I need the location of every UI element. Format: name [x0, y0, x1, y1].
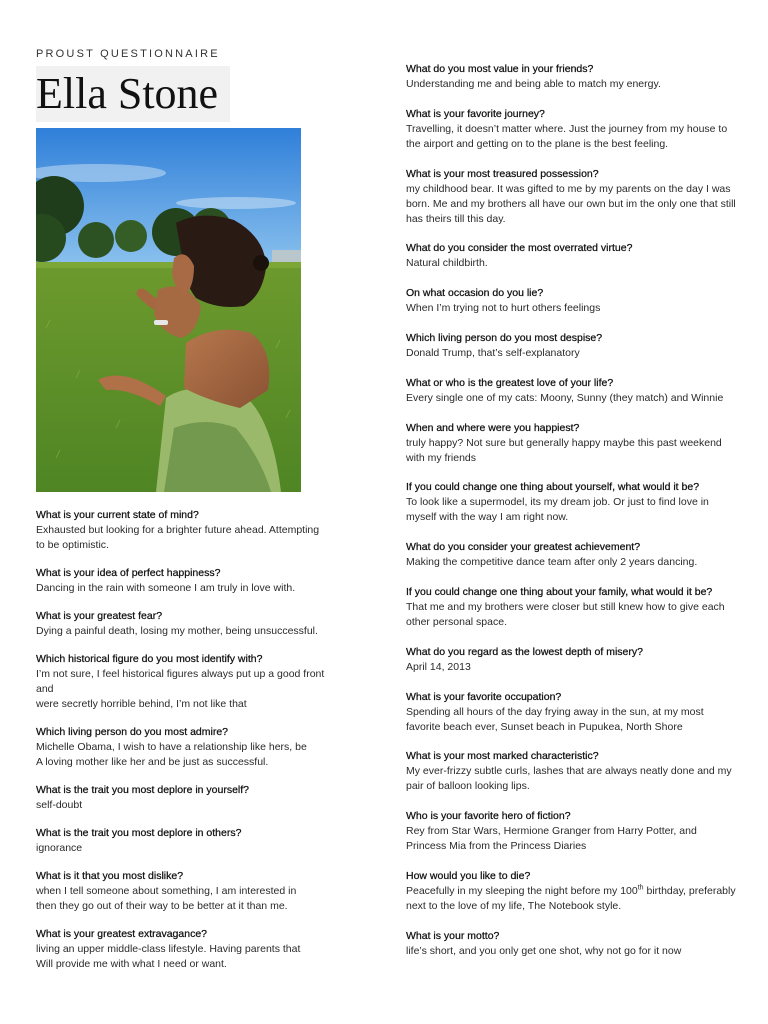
answer-text: Dying a painful death, losing my mother, being unsuccessful.: [36, 625, 318, 637]
qa-item-living-person-admire: [36, 725, 336, 770]
question-text: What is your favorite occupation?: [406, 690, 562, 703]
qa-item-overrated-virtue: [406, 241, 736, 271]
right-qa-column: [406, 62, 736, 974]
qa-item-greatest-love: [406, 376, 736, 406]
qa-item-greatest-extravagance: [36, 927, 336, 972]
question-text: What is your most marked characteristic?: [406, 750, 599, 763]
answer-text: When I’m trying not to hurt others feelings: [406, 302, 601, 315]
question-text: What or who is the greatest love of your life?: [406, 376, 614, 389]
answer-text: Every single one of my cats: Moony, Sunny (they match) and Winnie: [406, 391, 724, 404]
portrait-photo: [36, 128, 301, 492]
qa-item-most-dislike: [36, 869, 336, 914]
qa-item-how-to-die: [406, 869, 736, 914]
qa-item-perfect-happiness: [36, 566, 336, 596]
answer-text: Natural childbirth.: [406, 257, 488, 270]
question-text: What is your current state of mind?: [36, 509, 199, 521]
answer-text: ignorance: [36, 842, 83, 854]
answer-text: self-doubt: [36, 799, 83, 811]
question-text: What is it that you most dislike?: [36, 870, 184, 882]
qa-item-greatest-fear: [36, 609, 336, 639]
question-text: If you could change one thing about your family, what would it be?: [406, 585, 713, 598]
ordinal-suffix: th: [637, 884, 644, 892]
question-text: What is your favorite journey?: [406, 107, 545, 120]
qa-item-favorite-occupation: [406, 690, 736, 735]
question-text: Who is your favorite hero of fiction?: [406, 810, 571, 823]
answer-text: Exhausted but looking for a brighter future ahead. Attempting to be optimistic.: [36, 524, 320, 551]
answer-text: life’s short, and you only get one shot, why not go for it now: [406, 944, 682, 957]
question-text: What is your greatest extravagance?: [36, 928, 208, 940]
answer-text: Rey from Star Wars, Hermione Granger from Harry Potter, and Princess Mia from the Princess Diaries: [406, 825, 697, 853]
qa-item-current-state-of-mind: [36, 508, 336, 553]
question-text: What do you consider your greatest achievement?: [406, 541, 641, 554]
answer-text: Dancing in the rain with someone I am truly in love with.: [36, 582, 296, 594]
question-text: Which living person do you most admire?: [36, 726, 229, 738]
question-text: Which historical figure do you most identify with?: [36, 653, 263, 665]
proust-kicker: PROUST QUESTIONNAIRE: [36, 48, 220, 60]
question-text: Which living person do you most despise?: [406, 331, 603, 344]
qa-item-change-family: [406, 585, 736, 630]
answer-text: That me and my brothers were closer but still knew how to give each other personal space.: [406, 600, 725, 628]
answer-text: Making the competitive dance team after only 2 years dancing.: [406, 556, 698, 569]
question-text: When and where were you happiest?: [406, 421, 580, 434]
qa-item-favorite-journey: [406, 107, 736, 152]
qa-item-occasion-lie: [406, 286, 736, 316]
question-text: What is the trait you most deplore in others?: [36, 827, 242, 839]
qa-item-hero-of-fiction: [406, 809, 736, 854]
answer-text: my childhood bear. It was gifted to me by my parents on the day I was born. Me and my brothers all have our own but im the only one that still has theirs till this day.: [406, 182, 736, 225]
qa-item-living-person-despise: [406, 331, 736, 361]
answer-text: truly happy? Not sure but generally happy maybe this past weekend with my friends: [406, 436, 722, 464]
question-text: If you could change one thing about yourself, what would it be?: [406, 481, 700, 494]
answer-text: My ever-frizzy subtle curls, lashes that are always neatly done and my pair of balloon looking lips.: [406, 765, 732, 793]
question-text: On what occasion do you lie?: [406, 287, 544, 300]
question-text: How would you like to die?: [406, 869, 531, 882]
answer-text: I’m not sure, I feel historical figures always put up a good front and were secretly horrible behind, I’m not like that: [36, 668, 325, 710]
answer-text-part: birthday, preferably next to the love of my life, The Notebook style.: [406, 884, 736, 912]
question-text: What is your motto?: [406, 929, 500, 942]
answer-text: Travelling, it doesn’t matter where. Just the journey from my house to the airport and getting on to the plane is the best feeling.: [406, 122, 728, 150]
question-text: What do you consider the most overrated virtue?: [406, 242, 633, 255]
qa-item-deplore-in-yourself: [36, 783, 336, 813]
person-name-title: Ella Stone: [36, 66, 230, 122]
question-text: What is your idea of perfect happiness?: [36, 567, 221, 579]
question-text: What do you most value in your friends?: [406, 63, 594, 75]
left-qa-column: [36, 508, 336, 985]
qa-item-marked-characteristic: [406, 749, 736, 794]
qa-item-lowest-depth-misery: [406, 645, 736, 675]
question-text: What is your greatest fear?: [36, 610, 163, 622]
qa-item-change-yourself: [406, 480, 736, 525]
qa-item-happiest: [406, 421, 736, 466]
answer-text: Spending all hours of the day frying away in the sun, at my most favorite beach ever, Sunset beach in Pupukea, North Shore: [406, 705, 704, 733]
question-text: What is the trait you most deplore in yourself?: [36, 784, 250, 796]
qa-item-deplore-in-others: [36, 826, 336, 856]
question-text: What do you regard as the lowest depth of misery?: [406, 645, 643, 658]
answer-text-part: Peacefully in my sleeping the night before my 100: [406, 884, 638, 897]
answer-text: Understanding me and being able to match my energy.: [406, 78, 661, 90]
answer-text: Michelle Obama, I wish to have a relationship like hers, be A loving mother like her and be just as successful.: [36, 741, 307, 768]
qa-item-motto: [406, 929, 736, 959]
qa-item-greatest-achievement: [406, 540, 736, 570]
answer-text: [406, 884, 736, 914]
question-text: What is your most treasured possession?: [406, 167, 599, 180]
answer-text: living an upper middle-class lifestyle. Having parents that Will provide me with what I need or want.: [36, 943, 301, 970]
qa-item-historical-figure: [36, 652, 336, 712]
qa-item-value-in-friends: [406, 62, 736, 92]
answer-text: April 14, 2013: [406, 660, 471, 673]
answer-text: To look like a supermodel, its my dream job. Or just to find love in myself with the way I am right now.: [406, 496, 709, 524]
answer-text: Donald Trump, that’s self-explanatory: [406, 346, 580, 359]
answer-text: when I tell someone about something, I am interested in then they go out of their way to be better at it than me.: [36, 885, 297, 912]
qa-item-treasured-possession: [406, 167, 736, 227]
